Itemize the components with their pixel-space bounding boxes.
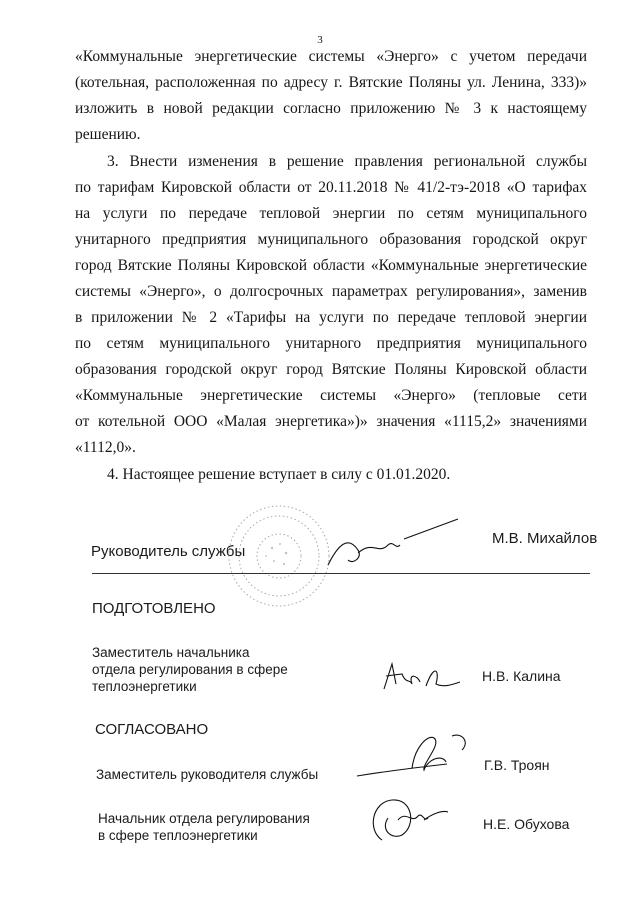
text-line: унитарного предприятия муниципального образования городской округ — [75, 231, 587, 248]
agreed-signer2-name: Н.Е. Обухова — [483, 816, 570, 832]
text-line: по тарифам Кировской области от 20.11.2018 № 41/2-тэ-2018 «О тарифах — [75, 179, 587, 196]
agreed-heading: СОГЛАСОВАНО — [95, 721, 209, 738]
agreed-signer1-position: Заместитель руководителя службы — [96, 767, 319, 782]
text-line: в приложении № 2 «Тарифы на услуги по передаче тепловой энергии — [75, 309, 587, 326]
signature-agreed-2 — [362, 790, 452, 850]
position-line: Начальник отдела регулирования — [98, 811, 310, 826]
agreed-signer2-position — [98, 810, 310, 844]
text-line: город Вятские Поляны Кировской области «Коммунальные энергетические — [75, 257, 587, 274]
head-name: М.В. Михайлов — [492, 530, 598, 547]
paragraph-continuation — [75, 44, 587, 148]
prepared-position — [92, 644, 288, 695]
text-line: «Коммунальные энергетические системы «Энерго» (тепловые сети — [75, 387, 587, 404]
text-line: (котельная, расположенная по адресу г. Вятские Поляны ул. Ленина, 333)» — [75, 74, 587, 91]
divider-line — [92, 573, 590, 574]
text-line: образования городской округ город Вятские Поляны Кировской области — [75, 361, 587, 378]
signature-agreed-1 — [352, 724, 477, 789]
signature-head — [318, 515, 468, 580]
text-line: изложить в новой редакции согласно приложению № 3 к настоящему — [75, 100, 587, 117]
position-line: Заместитель начальника — [92, 645, 250, 660]
text-line: от котельной ООО «Малая энергетика»)» значения «1115,2» значениями — [75, 413, 587, 430]
text-line: «Коммунальные энергетические системы «Энерго» с учетом передачи — [75, 48, 587, 65]
prepared-heading: ПОДГОТОВЛЕНО — [92, 600, 216, 617]
position-line: в сфере теплоэнергетики — [98, 828, 258, 843]
head-position-label: Руководитель службы — [91, 543, 246, 560]
text-line: по сетям муниципального унитарного предприятия муниципального — [75, 335, 587, 352]
position-line: теплоэнергетики — [92, 679, 197, 694]
text-line: на услуги по передаче тепловой энергии по сетям муниципального — [75, 205, 587, 222]
signature-prepared — [374, 654, 464, 699]
position-line: отдела регулирования в сфере — [92, 662, 288, 677]
text-line: решению. — [75, 126, 141, 143]
agreed-signer1-name: Г.В. Троян — [484, 757, 550, 773]
paragraph-item-4: 4. Настоящее решение вступает в силу с 01.01.2020. — [107, 466, 451, 483]
paragraph-item-3 — [75, 149, 587, 461]
text-line: «1112,0». — [75, 439, 136, 456]
text-line: 3. Внести изменения в решение правления региональной службы — [107, 153, 587, 170]
prepared-name: Н.В. Калина — [482, 668, 561, 684]
page-number: 3 — [317, 34, 323, 46]
text-line: системы «Энерго», о долгосрочных параметрах регулирования», заменив — [75, 283, 587, 300]
